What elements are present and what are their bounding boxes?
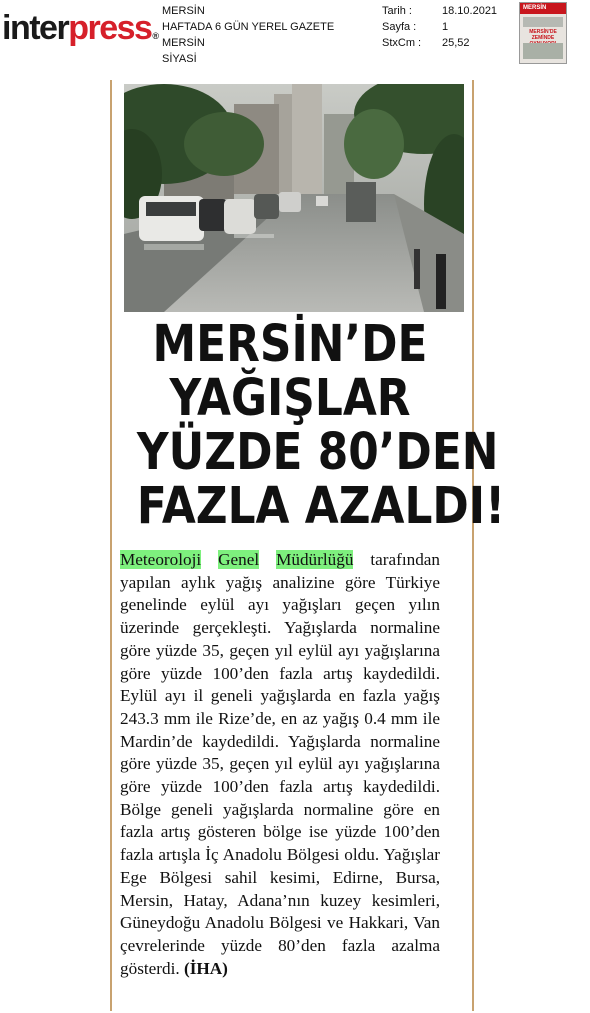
thumbnail-image: [523, 43, 563, 59]
headline-line: YÜZDE 80’DEN: [136, 423, 499, 482]
registered-mark: ®: [152, 31, 158, 41]
publication-category: SİYASİ: [162, 53, 197, 65]
logo-text-inter: inter: [2, 9, 69, 47]
interpress-logo: [2, 6, 158, 50]
article-headline: [136, 315, 506, 536]
stxcm-value: 25,52: [442, 37, 470, 49]
article-source: (İHA): [183, 958, 228, 978]
publication-info: [162, 3, 334, 67]
headline-line: FAZLA AZALDI!: [136, 477, 506, 536]
article-body: [120, 549, 440, 980]
thumbnail-masthead: MERSİN: [520, 3, 566, 14]
headline-line: MERSİN’DE: [152, 315, 428, 374]
publication-frequency: HAFTADA 6 GÜN YEREL GAZETE: [162, 21, 335, 33]
highlighted-keyword: Müdürlüğü: [276, 550, 354, 569]
rainy-street-photo: [124, 84, 464, 312]
logo-text-press: press: [68, 9, 152, 47]
date-label: Tarih :: [382, 5, 412, 17]
page-label: Sayfa :: [382, 21, 417, 33]
highlighted-keyword: Meteoroloji: [120, 550, 202, 569]
page-row: [382, 19, 497, 35]
newspaper-page-thumbnail[interactable]: [519, 2, 567, 64]
article-body-text: tarafından yapılan aylık yağış analizine göre Türkiye genelinde eylül ayı yağışları geçen yılın üzerinde gerçekleşti. Yağışlarda normaline göre yüzde 35, geçen yıl eylül ayı yağışlarına göre yüzde 100’den fazla artış kaydedildi. Eylül ayı il geneli yağışlarda en fazla yağış 243.3 mm ile Rize’de, en az yağış 0.4 mm ile Mardin’de kaydedildi. Yağışlarda normaline göre yüzde 35, geçen yıl eylül ayı yağışlarına göre yüzde 100’den fazla artış kaydedildi. Bölge geneli yağışlarda normaline göre en fazla artış gösteren bölge ise yüzde 100’den fazla artışla İç Anadolu Bölgesi oldu. Yağışlar Ege Bölgesi sahil kesimi, Edirne, Bursa, Mersin, Hatay, Adana’nın kuzey kesimleri, Güneydoğu Anadolu Bölgesi ve Hakkari, Van çevrelerinde yüzde 80’den fazla azalma gösterdi.: [120, 550, 441, 978]
highlighted-keyword: Genel: [218, 550, 260, 569]
publication-city: MERSİN: [162, 5, 205, 17]
clip-meta: [382, 3, 497, 51]
page-value: 1: [442, 21, 449, 33]
publication-region: MERSİN: [162, 37, 205, 49]
headline-line: YAĞIŞLAR: [169, 369, 411, 428]
thumbnail-image: [523, 17, 563, 27]
stxcm-label: StxCm :: [382, 37, 422, 49]
stxcm-row: [382, 35, 497, 51]
date-row: [382, 3, 497, 19]
thumbnail-headline: MERSİN'DE ZEMİNDE: [529, 29, 557, 41]
article-photo: [124, 84, 464, 312]
date-value: 18.10.2021: [442, 5, 498, 17]
